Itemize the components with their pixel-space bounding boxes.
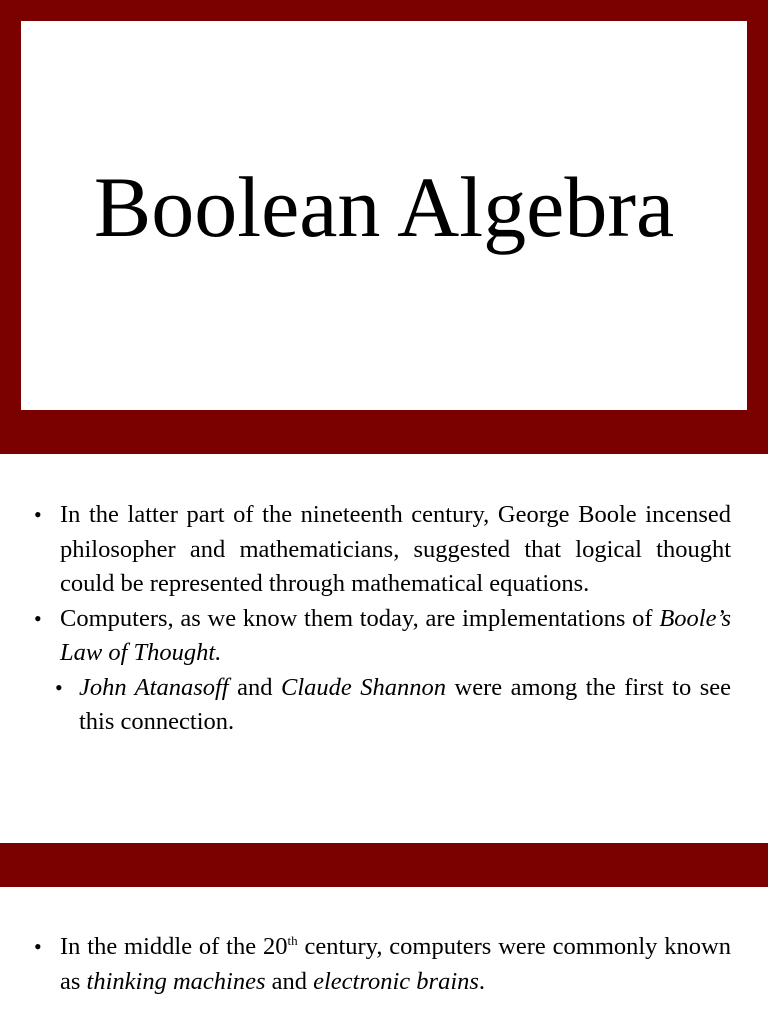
bullet-icon: • xyxy=(55,674,63,700)
person-name: Claude Shannon xyxy=(280,673,447,701)
bullet-list xyxy=(0,498,768,740)
title-card xyxy=(21,21,747,410)
superscript-text: th xyxy=(287,932,298,948)
title-slide-band xyxy=(0,0,768,454)
slide-title: Boolean Algebra xyxy=(93,158,675,255)
bullet-italic-text: Boole’s Law of Thought. xyxy=(60,604,731,666)
sub-list-item xyxy=(55,671,732,740)
bullet-text: In the latter part of the nineteenth century, George Boole incensed philosopher and mathematicians, suggested that logical thought could be represented through mathematical equations. xyxy=(60,501,731,597)
bullet-icon: • xyxy=(34,934,42,959)
list-item xyxy=(34,498,731,602)
conjunction-text: and xyxy=(265,967,314,995)
list-item xyxy=(34,930,731,999)
bullet-italic-text: thinking machines xyxy=(86,967,266,995)
bullet-icon: • xyxy=(34,502,42,527)
slide-content-2 xyxy=(0,930,768,999)
person-name: John Atanasoff xyxy=(79,673,229,701)
bullet-list xyxy=(0,930,768,999)
list-item xyxy=(34,602,731,671)
conjunction-text: and xyxy=(228,673,281,701)
slide-content-1 xyxy=(0,498,768,740)
bullet-text: were among the first to see this connection. xyxy=(79,673,732,735)
bullet-text: century, computers were commonly known as xyxy=(60,933,731,995)
bullet-icon: • xyxy=(34,605,42,631)
slide-divider-band xyxy=(0,843,768,887)
bullet-text: Computers, as we know them today, are implementations of xyxy=(60,604,660,632)
bullet-text: In the middle of the 20 xyxy=(60,933,288,960)
bullet-italic-text: electronic brains xyxy=(313,967,479,995)
bullet-text: . xyxy=(478,967,486,995)
